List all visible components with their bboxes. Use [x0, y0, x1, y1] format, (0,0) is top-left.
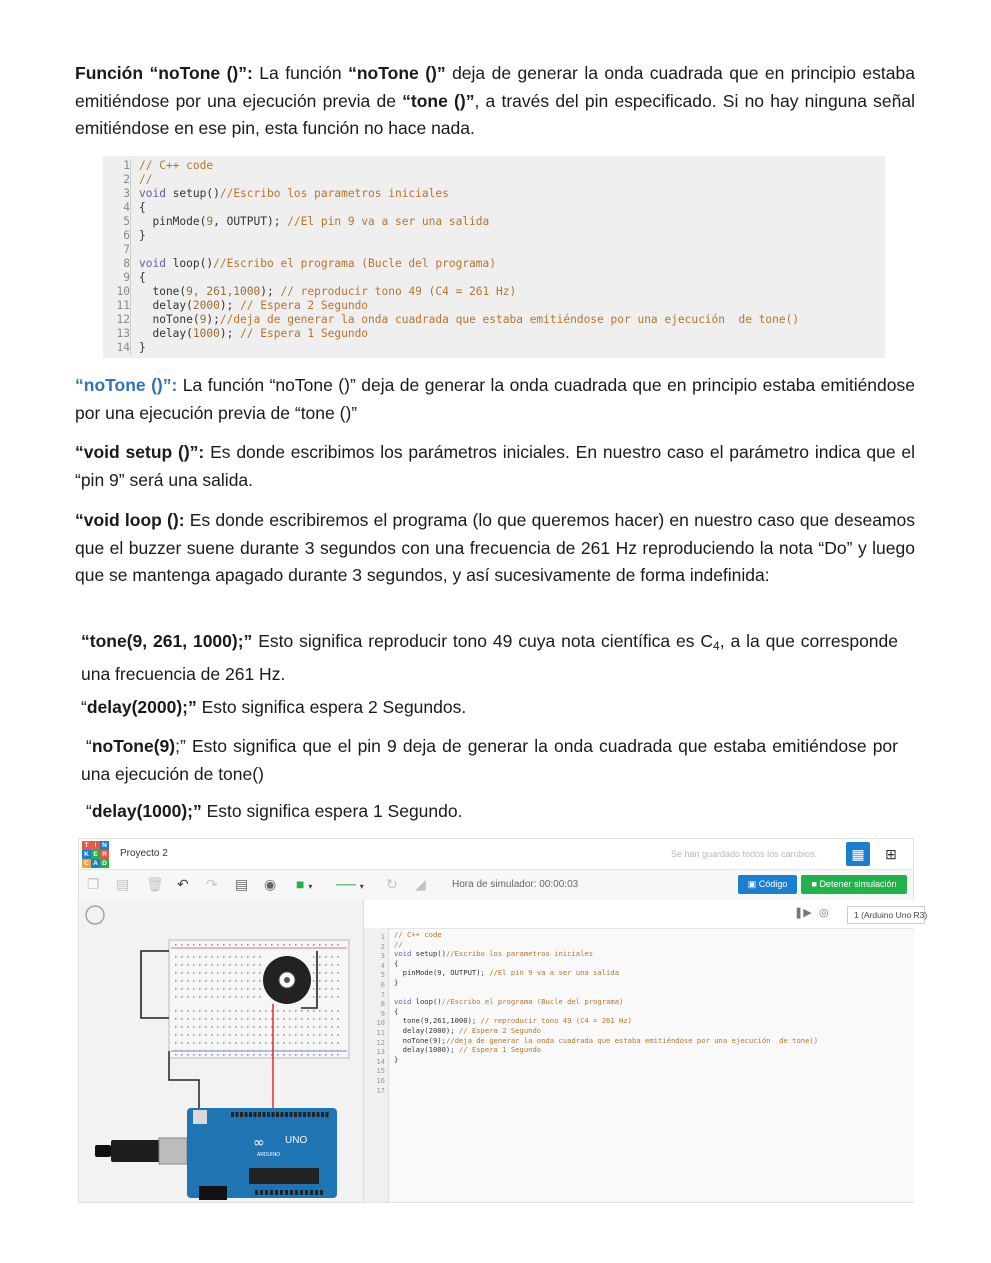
redo-icon[interactable]: ↷ [206, 876, 218, 892]
bold-term: “tone ()” [402, 90, 475, 111]
logo-letter: R [100, 850, 109, 859]
paragraph-notone-9 [81, 733, 898, 788]
text: ;” Esto significa que el pin 9 deja de generar la onda cuadrada que estaba emitiéndose por una ejecución de tone() [81, 736, 898, 784]
line-number: 6 [123, 229, 130, 242]
code-block [103, 156, 885, 358]
undo-icon[interactable]: ↶ [177, 876, 189, 892]
subscript: 4 [713, 639, 720, 653]
line-number-gutter [103, 159, 131, 355]
editor-line-number: 8 [380, 999, 385, 1009]
line-number: 5 [123, 215, 130, 228]
code-lines [139, 159, 799, 355]
editor-line-number: 5 [380, 970, 385, 980]
paste-icon[interactable]: ▤ [116, 876, 130, 892]
notes-icon[interactable]: ▤ [235, 876, 249, 892]
editor-code-line: // [394, 939, 403, 949]
code-line: { [139, 201, 146, 214]
code-button-label: Código [758, 879, 788, 889]
stop-button-label: Detener simulación [819, 879, 897, 889]
circuit-view-button[interactable]: ▦ [846, 842, 870, 866]
debug-icon[interactable]: ◎ [819, 907, 829, 919]
text: , a través del pin especificado. Si no hay ninguna señal emitiéndose en ese pin, esta función no hace nada. [75, 90, 915, 138]
usb-cable [111, 1140, 163, 1162]
editor-line-number: 3 [380, 951, 385, 961]
project-title[interactable]: Proyecto 2 [120, 848, 168, 859]
editor-code-line [394, 988, 818, 998]
editor-code-line: void loop()//Escribo el programa (Bucle del programa) [394, 997, 624, 1007]
line-number: 9 [123, 271, 130, 284]
delay-label: delay(2000);” [86, 697, 197, 717]
logo-letter: T [82, 841, 91, 850]
code-line: void setup()//Escribo los parametros iniciales [139, 187, 449, 200]
editor-line-number: 15 [376, 1066, 385, 1076]
editor-line-number: 16 [376, 1075, 385, 1085]
editor-code-line: } [394, 977, 399, 987]
fit-view-icon [86, 906, 104, 924]
code-button[interactable] [738, 875, 797, 894]
notone-label: “noTone ()”: [75, 375, 178, 395]
logo-letter: N [100, 841, 109, 850]
paragraph-loop [75, 507, 915, 590]
editor-line-number: 10 [376, 1018, 385, 1028]
notone-heading: Función “noTone ()”: [75, 63, 253, 83]
logo-letter: A [91, 859, 100, 868]
line-number: 3 [123, 187, 130, 200]
editor-line-numbers [364, 928, 389, 1202]
tone-label: “tone(9, 261, 1000);” [81, 631, 253, 651]
save-status: Se han guardado todos los cambios. [671, 849, 818, 859]
breadboard [169, 940, 349, 1058]
circuit-canvas[interactable] [79, 900, 363, 1202]
editor-line-number: 11 [376, 1027, 385, 1037]
simulator-time: Hora de simulador: 00:00:03 [452, 879, 579, 890]
text: Esto significa espera 2 Segundos. [196, 697, 467, 717]
logo-letter: D [100, 859, 109, 868]
code-line: noTone(9);//deja de generar la onda cuadrada que estaba emitiéndose por una ejecución de tone() [139, 313, 800, 326]
editor-line-number: 2 [380, 941, 385, 951]
infinity-logo-icon: ∞ [253, 1135, 265, 1151]
editor-code-line: tone(9,261,1000); // reproducir tono 49 (C4 = 261 Hz) [394, 1016, 633, 1026]
line-number: 11 [116, 299, 130, 312]
flip-icon[interactable]: ◢ [415, 876, 426, 892]
line-number: 12 [116, 313, 130, 326]
text: La función “noTone ()” deja de generar la onda cuadrada que en principio estaba emitiéndose por una ejecución previa de “tone ()” [75, 375, 915, 423]
editor-code-line: void setup()//Escribo los parametros iniciales [394, 949, 594, 959]
editor-line-number: 4 [380, 960, 385, 970]
code-line: delay(2000); // Espera 2 Segundo [139, 299, 369, 312]
text: Es donde escribiremos el programa (lo que queremos hacer) en nuestro caso que deseamos que el buzzer suene durante 3 segundos con una frecuencia de 261 Hz reproduciendo la nota “Do” y luego que se mantenga apagado durante 3 segundos, y así sucesivamente de forma indefinida: [75, 510, 915, 585]
line-number: 10 [116, 285, 130, 298]
line-number: 4 [123, 201, 130, 214]
step-icon[interactable]: ❚▶ [794, 907, 812, 919]
logo-letter: C [82, 859, 91, 868]
circuit-drawing [79, 900, 363, 1202]
text: La función [252, 63, 349, 83]
wire-type-icon[interactable]: ── ▾ [336, 876, 364, 892]
tinkercad-screenshot [78, 838, 928, 1203]
quote: “ [86, 801, 92, 821]
text: , a la que corresponde una frecuencia de 261 Hz. [81, 631, 898, 684]
editor-code-line: { [394, 1006, 399, 1016]
loop-label: “void loop (): [75, 510, 185, 530]
toolbar [79, 869, 913, 901]
line-number: 2 [123, 173, 130, 186]
editor-line-number: 13 [376, 1047, 385, 1057]
black-wire [141, 951, 169, 1018]
editor-line-number: 1 [380, 932, 385, 941]
bold-term: “noTone ()” [348, 63, 446, 83]
text: Esto significa espera 1 Segundo. [201, 801, 463, 821]
code-line: tone(9, 261,1000); // reproducir tono 49 (C4 = 261 Hz) [139, 285, 517, 298]
code-editor-header [364, 900, 928, 929]
code-line: void loop()//Escribo el programa (Bucle del programa) [139, 257, 496, 270]
editor-code-line: // C++ code [394, 930, 442, 939]
text: Esto significa reproducir tono 49 cuya nota científica es C [252, 631, 714, 651]
schematic-view-button[interactable]: ⊞ [885, 846, 897, 862]
quote: “ [81, 697, 87, 717]
paragraph-delay-2000 [81, 694, 898, 722]
paragraph-setup [75, 439, 915, 494]
board-select[interactable]: 1 (Arduino Uno R3) [847, 906, 925, 924]
editor-line-number: 14 [376, 1056, 385, 1066]
power-jack [199, 1186, 227, 1200]
text: Es donde escribimos los parámetros iniciales. En nuestro caso el parámetro indica que el “pin 9” será una salida. [75, 442, 916, 490]
code-line: pinMode(9, OUTPUT); //El pin 9 va a ser una salida [139, 215, 490, 228]
line-number: 1 [123, 159, 130, 172]
notone-9-label: noTone(9) [91, 736, 176, 756]
setup-label: “void setup ()”: [75, 442, 205, 462]
delay-1000-label: delay(1000);” [91, 801, 202, 821]
usb-plug [95, 1145, 111, 1157]
stop-simulation-button[interactable] [801, 875, 907, 894]
editor-line-number: 7 [380, 989, 385, 999]
editor-code-line: noTone(9);//deja de generar la onda cuadrada que estaba emitiéndose por una ejecución de tone() [394, 1035, 819, 1045]
code-line: // [139, 173, 153, 186]
editor-line-number: 6 [380, 979, 385, 989]
editor-code-line: { [394, 958, 399, 968]
quote: “ [86, 736, 92, 756]
paragraph-notone [75, 372, 915, 427]
atmega-chip [249, 1168, 319, 1184]
editor-code-line: } [394, 1054, 399, 1064]
editor-code-line: delay(1000); // Espera 1 Segundo [394, 1045, 542, 1055]
code-line: delay(1000); // Espera 1 Segundo [139, 327, 369, 340]
line-number: 14 [116, 341, 130, 354]
copy-icon[interactable]: ❐ [87, 876, 100, 892]
code-line: { [139, 271, 146, 284]
editor-line-number: 12 [376, 1037, 385, 1047]
code-line: } [139, 341, 146, 354]
tinkercad-logo [82, 841, 109, 868]
arduino-label: ARDUINO [257, 1152, 281, 1158]
text: deja de generar la onda cuadrada que en principio estaba emitiéndose por una ejecución previa de [75, 63, 915, 111]
tinkercad-header [79, 839, 913, 869]
delete-icon[interactable]: 🗑 [146, 876, 164, 892]
visibility-icon[interactable]: ◉ [264, 876, 277, 892]
editor-line-number: 17 [376, 1085, 385, 1095]
editor-code-line: delay(2000); // Espera 2 Segundo [394, 1025, 542, 1035]
logo-letter: E [91, 850, 100, 859]
code-line: } [139, 229, 146, 242]
line-number: 13 [116, 327, 130, 340]
logo-letter: I [91, 841, 100, 850]
stop-icon: ■ [811, 879, 820, 889]
rotate-icon[interactable]: ↻ [386, 876, 398, 892]
paragraph-notone-intro [75, 60, 915, 143]
usb-connector [159, 1138, 187, 1164]
paragraph-tone [81, 628, 898, 688]
editor-line-number: 9 [380, 1008, 385, 1018]
line-number: 8 [123, 257, 130, 270]
uno-label: UNO [285, 1135, 308, 1146]
code-icon: ▣ [747, 879, 759, 889]
editor-code[interactable] [394, 930, 818, 1064]
color-picker-icon[interactable]: ■ ▾ [296, 876, 313, 892]
code-editor-pane [363, 900, 928, 1202]
line-number: 7 [123, 243, 130, 256]
editor-code-line: pinMode(9, OUTPUT); //El pin 9 va a ser una salida [394, 968, 620, 978]
logo-letter: K [82, 850, 91, 859]
code-line: // C++ code [139, 159, 214, 172]
code-line [139, 243, 799, 257]
paragraph-delay-1000 [81, 798, 898, 826]
